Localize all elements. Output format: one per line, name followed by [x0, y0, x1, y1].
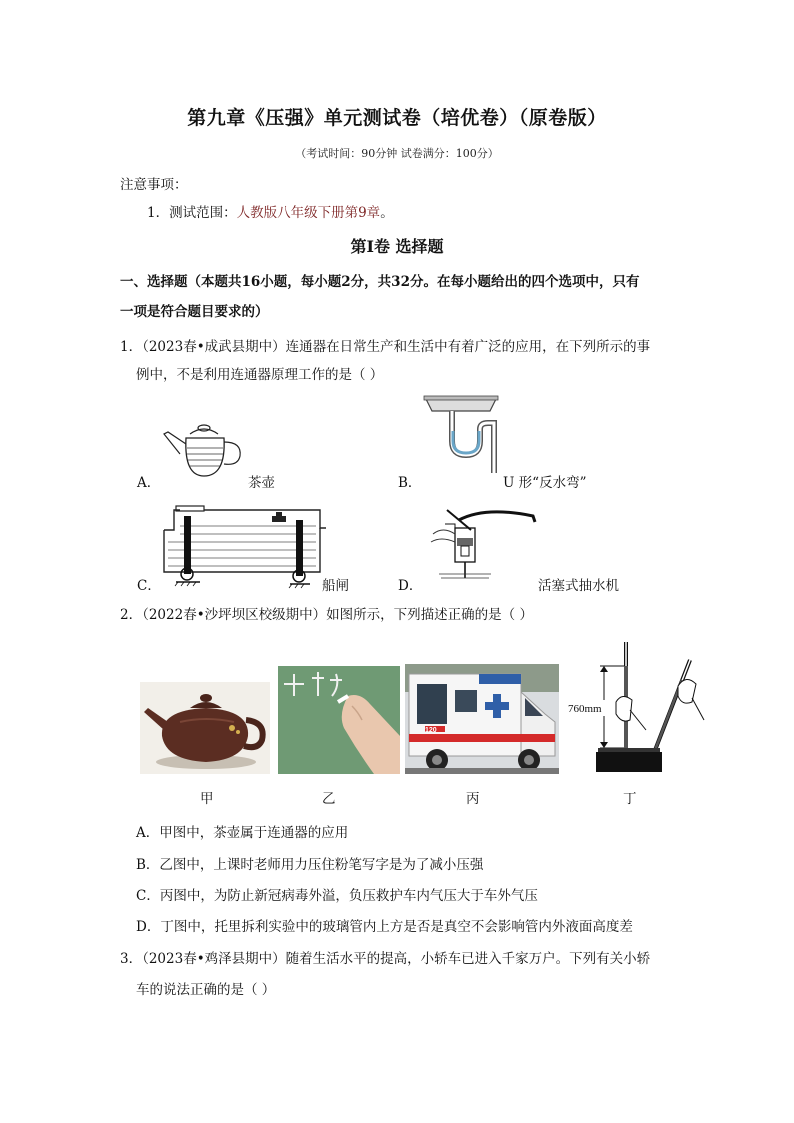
- q3-line1: 3．（2023春•鸡泽县期中）随着生活水平的提高，小轿车已进入千家万户。下列有关小轿: [120, 951, 651, 967]
- torricelli-figure: [566, 640, 706, 778]
- q2-option-b: B．乙图中，上课时老师用力压住粉笔写字是为了减小压强: [136, 857, 484, 873]
- u-trap-figure: [420, 393, 516, 477]
- q1-option-b-letter: B．: [398, 475, 422, 491]
- q1-line1: 1．（2023春•成武县期中）连通器在日常生产和生活中有着广泛的应用，在下列所示的事: [120, 339, 651, 355]
- q1-option-c-letter: C．: [137, 578, 161, 594]
- torricelli-measure: 760mm: [568, 703, 602, 715]
- fig-label-bing: 丙: [466, 791, 480, 807]
- q3-line2: 车的说法正确的是（ ）: [136, 982, 276, 998]
- photo-bing-ambulance: [405, 664, 559, 774]
- page-title: 第九章《压强》单元测试卷（培优卷）（原卷版）: [187, 107, 607, 129]
- q1-option-a-caption: 茶壶: [248, 475, 275, 491]
- q1-option-a-letter: A．: [137, 475, 161, 491]
- notes-heading: 注意事项：: [120, 177, 188, 193]
- ambulance-number: 120: [425, 727, 437, 734]
- notes-item-suffix: 。: [380, 205, 394, 221]
- q1-option-c-caption: 船闸: [322, 578, 349, 594]
- fig-label-yi: 乙: [322, 791, 336, 807]
- fig-label-ding: 丁: [623, 791, 637, 807]
- notes-item: [147, 204, 394, 222]
- piston-pump-figure: [425, 498, 540, 584]
- q2-option-a: A．甲图中，茶壶属于连通器的应用: [136, 825, 349, 841]
- fig-label-jia: 甲: [200, 791, 214, 807]
- exam-info: （考试时间：90分钟 试卷满分：100分）: [295, 147, 499, 160]
- ship-lock-figure: [160, 500, 330, 592]
- q1-option-d-letter: D．: [398, 578, 423, 594]
- q2-line1: 2．（2022春•沙坪坝区校级期中）如图所示，下列描述正确的是（ ）: [120, 607, 533, 623]
- notes-item-highlight: 人教版八年级下册第9章: [236, 205, 381, 221]
- q1-option-b-caption: U 形“反水弯”: [503, 475, 587, 491]
- q1-option-d-caption: 活塞式抽水机: [538, 578, 619, 594]
- notes-item-prefix: 1．测试范围：: [147, 205, 237, 221]
- section-title: 第Ⅰ卷 选择题: [350, 237, 444, 256]
- teapot-figure: [160, 418, 250, 480]
- photo-jia-teapot: [140, 682, 270, 774]
- part1-line2: 一项是符合题目要求的）: [120, 304, 269, 320]
- photo-yi-chalkboard: [278, 666, 400, 774]
- q2-option-c: C．丙图中，为防止新冠病毒外溢，负压救护车内气压大于车外气压: [136, 888, 538, 904]
- q1-line2: 例中，不是利用连通器原理工作的是（ ）: [136, 367, 384, 383]
- part1-line1: 一、选择题（本题共16小题，每小题2分，共32分。在每小题给出的四个选项中，只有: [120, 274, 640, 290]
- q2-option-d: D．丁图中，托里拆利实验中的玻璃管内上方是否是真空不会影响管内外液面高度差: [136, 919, 633, 935]
